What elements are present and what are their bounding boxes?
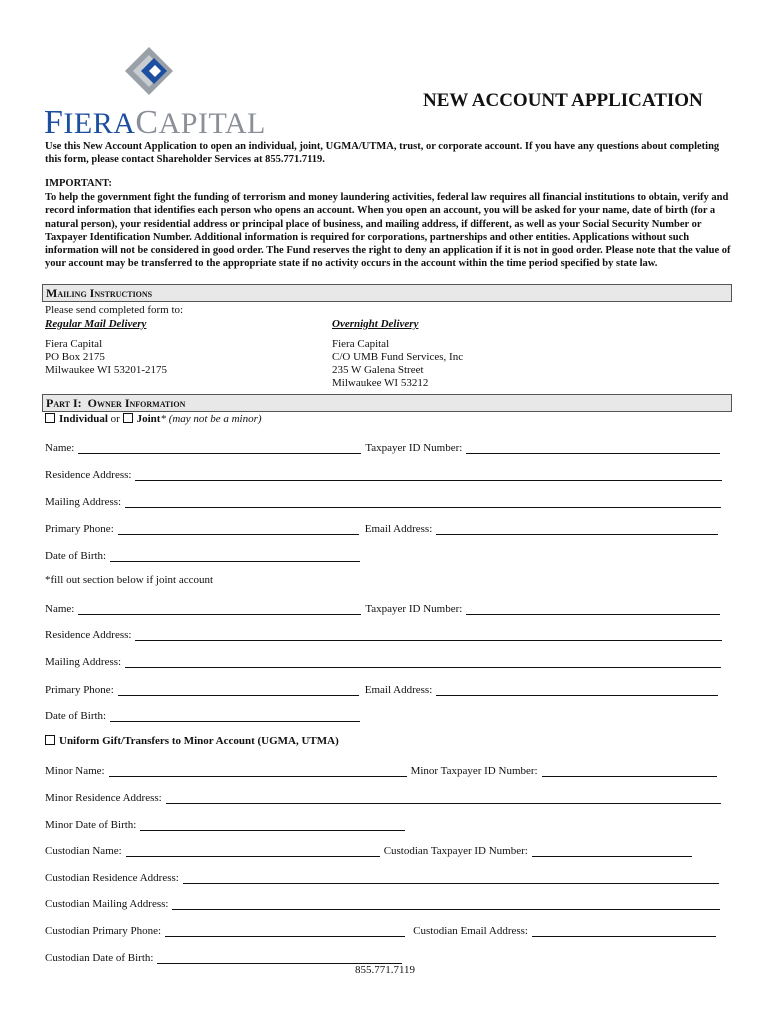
joint-residence-field[interactable]: [135, 628, 722, 641]
individual-checkbox[interactable]: [45, 413, 55, 423]
custodian-phone-row: Custodian Primary Phone: Custodian Email Address:: [45, 921, 716, 937]
owner-email-field[interactable]: [436, 522, 718, 535]
custodian-name-row: Custodian Name: Custodian Taxpayer ID Number:: [45, 841, 692, 857]
ugma-row: Uniform Gift/Transfers to Minor Account (UGMA, UTMA): [45, 735, 339, 747]
joint-mailing-row: Mailing Address:: [45, 652, 721, 668]
send-instruction: Please send completed form to:: [45, 304, 184, 316]
owner-mailing-row: Mailing Address:: [45, 492, 721, 508]
joint-email-field[interactable]: [436, 683, 718, 696]
regular-address: Fiera Capital PO Box 2175 Milwaukee WI 53201-2175: [45, 338, 167, 376]
minor-name-field[interactable]: [109, 764, 407, 777]
owner-tin-field[interactable]: [466, 441, 720, 454]
owner-name-field[interactable]: [78, 441, 361, 454]
custodian-phone-field[interactable]: [165, 924, 405, 937]
footer-phone: 855.771.7119: [354, 964, 416, 976]
section-part1-owner-information: Part I: Owner Information: [42, 394, 732, 412]
minor-dob-field[interactable]: [140, 818, 405, 831]
joint-name-field[interactable]: [78, 602, 361, 615]
joint-mailing-field[interactable]: [125, 655, 721, 668]
important-text: To help the government fight the funding of terrorism and money laundering activities, federal law requires all financial institutions to obtain, verify and record information that identifies each person who opens an account. When you open an account, you will be asked for your name, date of birth (for a natural person), your residential address or principal place of business, and mailing address, if different, as well as your Social Security Number or Taxpayer Identification Number. Additional information is required for corporations, partnerships and other entities. Applications without such information will not be considered in good order. The Fund reserves the right to deny an application if it is not in good order. Please note that the value of your account may be transferred to the appropriate state if no activity occurs in the account within the time period specified by state law.: [45, 192, 731, 270]
minor-residence-row: Minor Residence Address:: [45, 788, 721, 804]
minor-residence-field[interactable]: [166, 791, 721, 804]
regular-mail-label: Regular Mail Delivery: [45, 318, 147, 330]
intro-text: Use this New Account Application to open an individual, joint, UGMA/UTMA, trust, or corporate account. If you have any questions about completing this form, please contact Shareholder Services at 855.771.7119.: [45, 141, 720, 165]
joint-instruction: *fill out section below if joint account: [45, 574, 214, 586]
custodian-email-field[interactable]: [532, 924, 716, 937]
joint-phone-row: Primary Phone: Email Address:: [45, 680, 718, 696]
joint-residence-row: Residence Address:: [45, 625, 722, 641]
owner-mailing-field[interactable]: [125, 495, 721, 508]
account-type-row: Individual or Joint* (may not be a minor): [45, 413, 262, 425]
custodian-mailing-row: Custodian Mailing Address:: [45, 894, 720, 910]
overnight-label: Overnight Delivery: [332, 318, 419, 330]
custodian-residence-field[interactable]: [183, 871, 719, 884]
owner-residence-field[interactable]: [135, 468, 722, 481]
joint-phone-field[interactable]: [118, 683, 359, 696]
owner-phone-row: Primary Phone: Email Address:: [45, 519, 718, 535]
custodian-mailing-field[interactable]: [172, 897, 720, 910]
custodian-dob-row: Custodian Date of Birth:: [45, 948, 402, 964]
section-mailing-instructions: Mailing Instructions: [42, 284, 732, 302]
company-logo-text: FIERACAPITAL: [44, 104, 266, 141]
custodian-name-field[interactable]: [126, 844, 380, 857]
minor-tin-field[interactable]: [542, 764, 717, 777]
minor-name-row: Minor Name: Minor Taxpayer ID Number:: [45, 761, 717, 777]
custodian-dob-field[interactable]: [157, 951, 402, 964]
joint-name-row: Name: Taxpayer ID Number:: [45, 599, 720, 615]
joint-dob-field[interactable]: [110, 709, 360, 722]
owner-dob-field[interactable]: [110, 549, 360, 562]
important-heading: IMPORTANT:: [45, 178, 112, 189]
ugma-checkbox[interactable]: [45, 735, 55, 745]
owner-name-row: Name: Taxpayer ID Number:: [45, 438, 720, 454]
fiera-diamond-logo-icon: [124, 46, 174, 96]
joint-tin-field[interactable]: [466, 602, 720, 615]
owner-dob-row: Date of Birth:: [45, 546, 360, 562]
owner-residence-row: Residence Address:: [45, 465, 722, 481]
owner-phone-field[interactable]: [118, 522, 359, 535]
custodian-residence-row: Custodian Residence Address:: [45, 868, 719, 884]
custodian-tin-field[interactable]: [532, 844, 692, 857]
page-title: NEW ACCOUNT APPLICATION: [423, 90, 703, 111]
joint-dob-row: Date of Birth:: [45, 706, 360, 722]
joint-checkbox[interactable]: [123, 413, 133, 423]
overnight-address: Fiera Capital C/O UMB Fund Services, Inc 235 W Galena Street Milwaukee WI 53212: [332, 338, 464, 389]
minor-dob-row: Minor Date of Birth:: [45, 815, 405, 831]
